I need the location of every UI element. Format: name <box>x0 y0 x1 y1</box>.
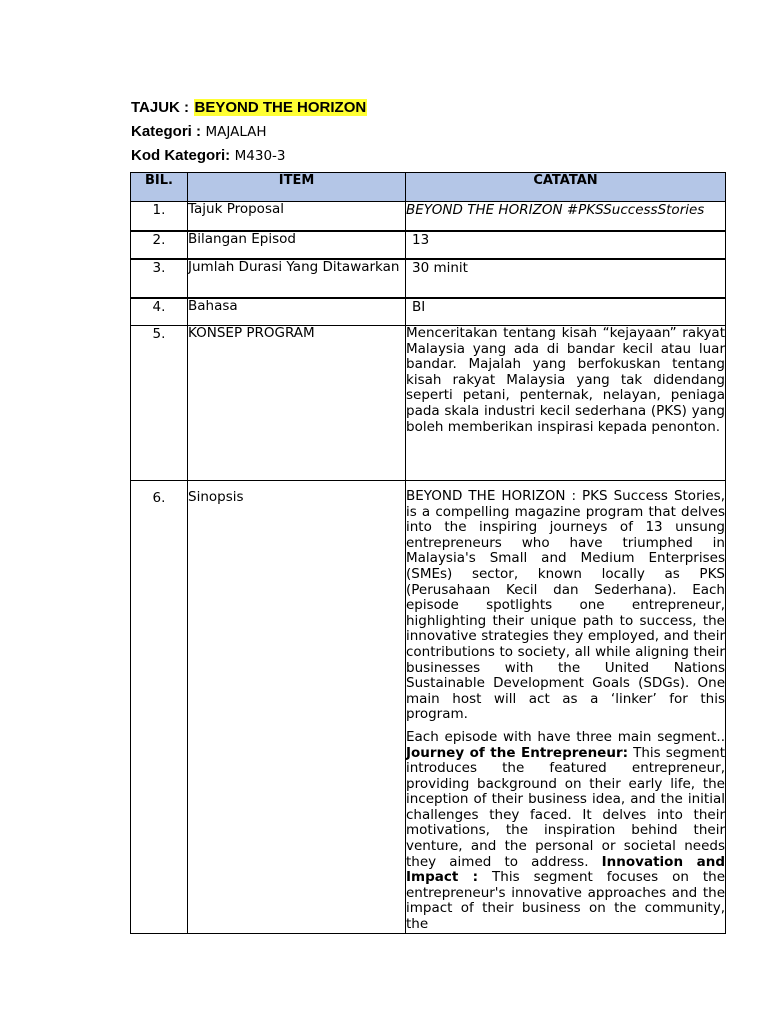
konsep-program-text: Menceritakan tentang kisah “kejayaan” rakyat Malaysia yang ada di bandar kecil atau luar bandar. Majalah yang berfokuskan tentang kisah rakyat Malaysia yang tak didendang seperti petani, penternak, nelayan, peniaga pada skala industri kecil sederhana (PKS) yang boleh memberikan inspirasi kepada penonton. <box>406 325 725 435</box>
row-catatan: BEYOND THE HORIZON #PKSSuccessStories <box>406 202 726 231</box>
segment-intro: Each episode with have three main segment.. <box>406 728 725 745</box>
segment-journey-text: This segment introduces the featured entrepreneur, providing background on their early life, the inception of their business idea, and the initial challenges they faced. It delves into their motivations, the inspiration behind their venture, and the personal or societal needs they aimed to address. <box>406 744 725 870</box>
row-number: 3. <box>131 259 188 298</box>
table-row <box>131 481 726 934</box>
kod-kategori-value: M430-3 <box>234 148 286 164</box>
row-catatan: BI <box>406 298 726 326</box>
sinopsis-paragraph-1: BEYOND THE HORIZON : PKS Success Stories, is a compelling magazine program that delves into the inspiring journeys of 13 unsung entrepreneurs who have triumphed in Malaysia's Small and Medium Enterprises (SMEs) sector, known locally as PKS (Perusahaan Kecil dan Sederhana). Each episode spotlights one entrepreneur, highlighting their unique path to success, the innovative strategies they employed, and their contributions to society, all while aligning their businesses with the United Nations Sustainable Development Goals (SDGs). One main host will act as a ‘linker’ for this program. <box>406 488 725 723</box>
sinopsis-paragraph-2 <box>406 730 725 933</box>
row-catatan <box>406 481 726 934</box>
table-row <box>131 231 726 259</box>
table-row <box>131 326 726 481</box>
row-item: Sinopsis <box>188 481 406 934</box>
sinopsis-text <box>406 489 725 933</box>
row-number: 2. <box>131 231 188 259</box>
kod-kategori-line <box>131 144 731 168</box>
segment-innovation-heading: Innovation and Impact : <box>406 853 725 886</box>
kategori-label: Kategori : <box>131 123 202 140</box>
header-bil: BIL. <box>131 173 188 202</box>
row-catatan <box>406 326 726 481</box>
row-item: Tajuk Proposal <box>188 202 406 231</box>
document-header <box>131 96 731 168</box>
row-number: 1. <box>131 202 188 231</box>
row-number: 5. <box>131 326 188 481</box>
segment-journey-heading: Journey of the Entrepreneur: <box>406 744 629 761</box>
table-row <box>131 202 726 231</box>
header-catatan: CATATAN <box>406 173 726 202</box>
header-item: ITEM <box>188 173 406 202</box>
row-item: Bilangan Episod <box>188 231 406 259</box>
row-item: KONSEP PROGRAM <box>188 326 406 481</box>
table-row <box>131 259 726 298</box>
row-item: Bahasa <box>188 298 406 326</box>
title-line <box>131 96 731 120</box>
segment-innovation-text: This segment focuses on the entrepreneur's innovative approaches and the impact of their business on the community, the <box>406 869 726 933</box>
tajuk-value-highlighted: BEYOND THE HORIZON <box>194 99 367 116</box>
row-number: 4. <box>131 298 188 326</box>
kod-kategori-label: Kod Kategori: <box>131 147 231 164</box>
row-catatan: 13 <box>406 231 726 259</box>
kategori-value: MAJALAH <box>205 124 267 140</box>
proposal-table <box>130 172 726 934</box>
row-item: Jumlah Durasi Yang Ditawarkan <box>188 259 406 298</box>
table-row <box>131 298 726 326</box>
table-header-row <box>131 173 726 202</box>
row-number: 6. <box>131 481 188 934</box>
kategori-line <box>131 120 731 144</box>
tajuk-label: TAJUK : <box>131 99 190 116</box>
row-catatan: 30 minit <box>406 259 726 298</box>
